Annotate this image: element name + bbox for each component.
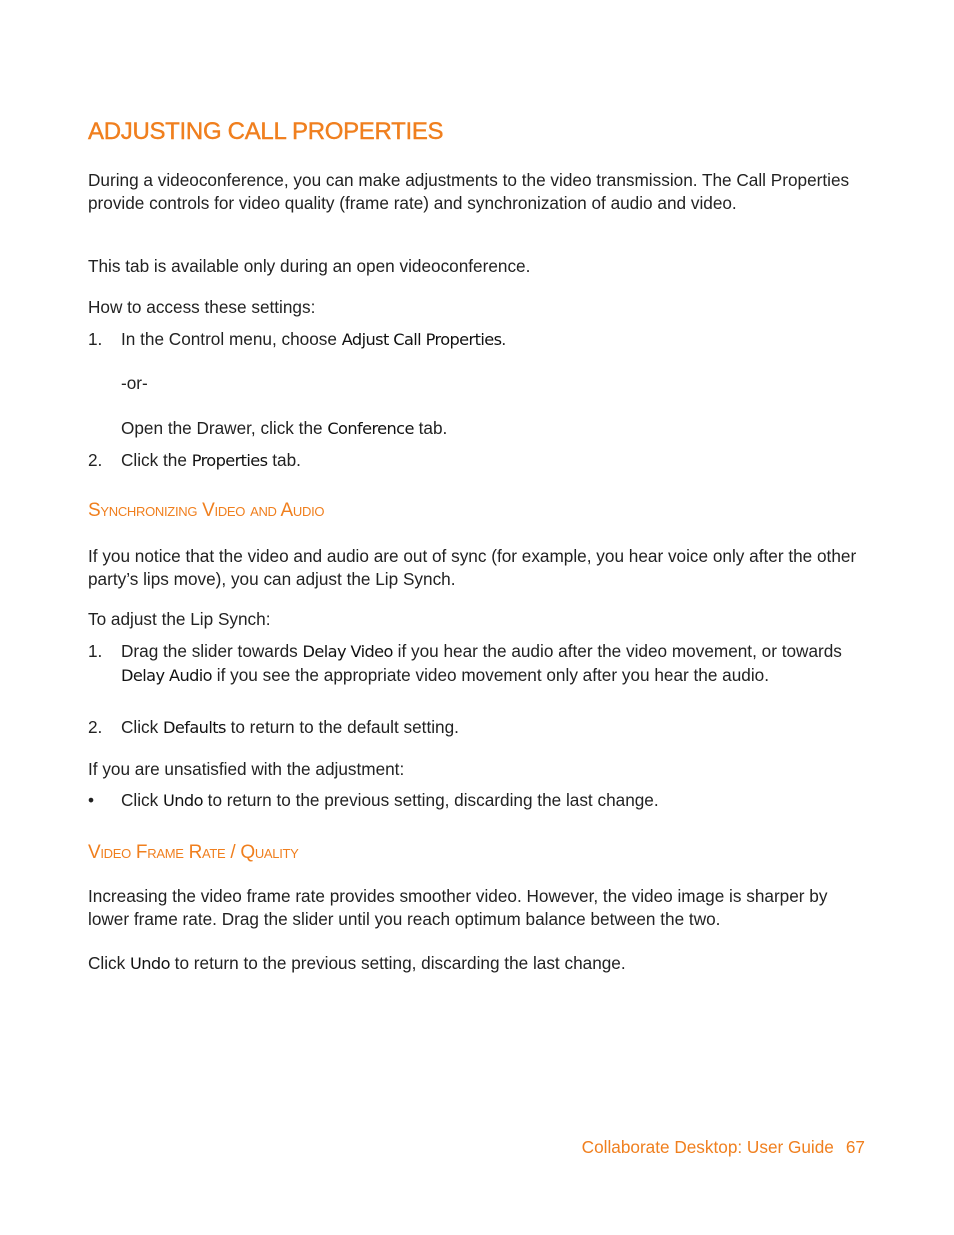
step-number: 2. bbox=[88, 450, 103, 470]
step-text: to return to the previous setting, discarding the last change. bbox=[169, 953, 626, 973]
section-heading-framerate: Video Frame Rate / Quality bbox=[88, 842, 299, 863]
framerate-paragraph: Increasing the video frame rate provides smoother video. However, the video image is sharper by lower frame rate. Drag the slider until you reach optimum balance between the two. bbox=[88, 886, 828, 929]
ui-label-conference: Conference bbox=[327, 419, 414, 438]
step-text: In the Control menu, choose bbox=[121, 329, 342, 349]
ui-label-defaults: Defaults bbox=[163, 718, 226, 737]
step-text: to return to the default setting. bbox=[225, 717, 459, 737]
ui-label-undo: Undo bbox=[163, 791, 203, 810]
step-number: 1. bbox=[88, 329, 103, 349]
step-number: 2. bbox=[88, 717, 103, 737]
step-text: Click bbox=[121, 790, 164, 810]
page-footer bbox=[582, 1137, 865, 1158]
step-text: tab. bbox=[413, 418, 448, 438]
step-text: Click the bbox=[121, 450, 192, 470]
sync-instruction: To adjust the Lip Synch: bbox=[88, 609, 271, 629]
or-text: -or- bbox=[121, 373, 148, 393]
page-title: ADJUSTING CALL PROPERTIES bbox=[88, 118, 444, 145]
step-text: Open the Drawer, click the bbox=[121, 418, 328, 438]
unsatisfied-note: If you are unsatisfied with the adjustment: bbox=[88, 759, 405, 779]
intro-paragraph: During a videoconference, you can make adjustments to the video transmission. The Call Properties provide controls for video quality (frame rate) and synchronization of audio and video. bbox=[88, 170, 850, 213]
ui-label-undo: Undo bbox=[130, 954, 170, 973]
framerate-undo-note bbox=[88, 952, 868, 976]
ui-label-properties: Properties bbox=[191, 451, 268, 470]
access-intro: How to access these settings: bbox=[88, 297, 316, 317]
availability-note: This tab is available only during an open videoconference. bbox=[88, 256, 531, 276]
section-heading-sync: Synchronizing Video and Audio bbox=[88, 500, 325, 521]
ui-label-delay-audio: Delay Audio bbox=[121, 665, 212, 685]
sync-paragraph: If you notice that the video and audio are out of sync (for example, you hear voice only after the other party’s lips move), you can adjust the Lip Synch. bbox=[88, 546, 857, 589]
step-text: Click bbox=[121, 717, 164, 737]
step-text: if you hear the audio after the video movement, or towards bbox=[392, 641, 842, 661]
step-text: . bbox=[501, 329, 507, 349]
step-number: 1. bbox=[88, 641, 103, 661]
step-text: Click bbox=[88, 953, 131, 973]
step-text: to return to the previous setting, discarding the last change. bbox=[202, 790, 659, 810]
step-text: Drag the slider towards bbox=[121, 641, 303, 661]
footer-guide-title: Collaborate Desktop: User Guide bbox=[581, 1137, 834, 1157]
ui-label-delay-video: Delay Video bbox=[302, 642, 393, 661]
ui-label-adjust-call-properties: Adjust Call Properties bbox=[341, 330, 502, 349]
step-text: if you see the appropriate video movement only after you hear the audio. bbox=[211, 664, 770, 685]
page-number: 67 bbox=[845, 1137, 865, 1157]
bullet-icon: • bbox=[88, 790, 95, 810]
step-text: tab. bbox=[267, 450, 301, 470]
